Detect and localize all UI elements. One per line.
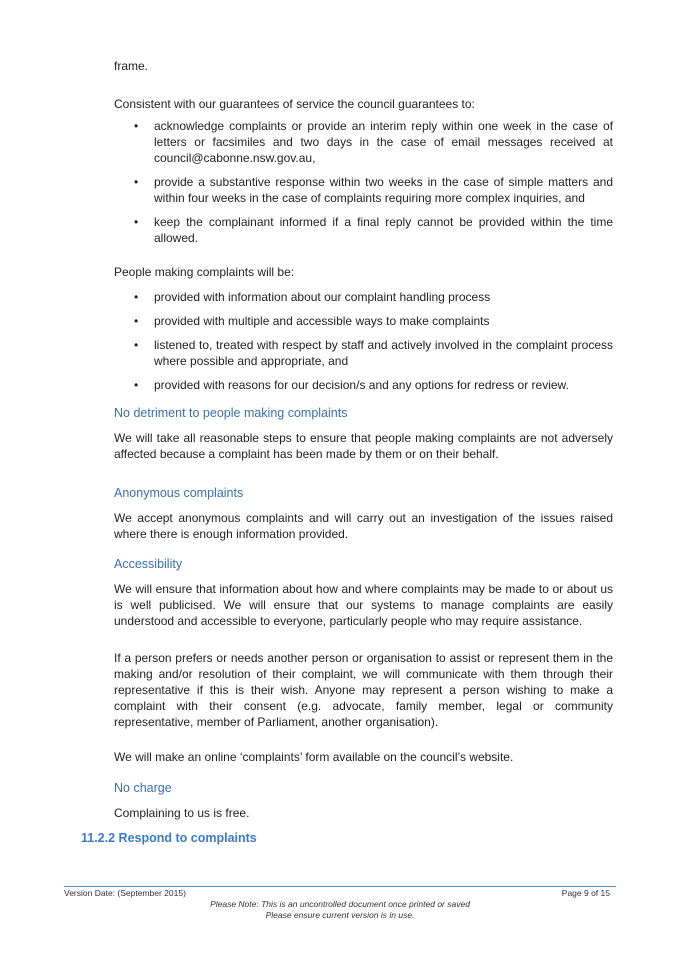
guarantees-list [114,118,613,246]
footer-note-uncontrolled: Please Note: This is an uncontrolled document once printed or saved [210,899,470,909]
footer-page-number: Page 9 of 15 [561,888,610,898]
no-charge-heading: No charge [114,781,172,795]
people-intro: People making complaints will be: [114,265,295,279]
guarantees-intro: Consistent with our guarantees of service the council guarantees to: [114,97,475,111]
no-detriment-body: We will take all reasonable steps to ensure that people making complaints are not adversely affected because a complaint has been made by them or on their behalf. [114,431,613,461]
list-item: • listened to, treated with respect by staff and actively involved in the complaint process where possible and appropriate, and [134,338,613,368]
list-item: • provided with multiple and accessible ways to make complaints [134,314,490,328]
people-list [114,289,613,393]
accessibility-body-3: We will make an online ‘complaints’ form available on the council’s website. [114,750,514,764]
section-heading: 11.2.2 Respond to complaints [81,831,257,845]
footer-divider [64,886,616,887]
footer-version: Version Date: (September 2015) [64,888,186,898]
list-item: • provide a substantive response within two weeks in the case of simple matters and within four weeks in the case of complaints requiring more complex inquiries, and [134,175,613,205]
anonymous-body: We accept anonymous complaints and will carry out an investigation of the issues raised where there is enough information provided. [114,511,613,541]
no-detriment-heading: No detriment to people making complaints [114,406,348,420]
list-item: • provided with information about our complaint handling process [134,290,491,304]
list-item: • keep the complainant informed if a final reply cannot be provided within the time allowed. [134,215,613,245]
top-fragment: frame. [114,59,149,73]
anonymous-heading: Anonymous complaints [114,486,244,500]
accessibility-body-2: If a person prefers or needs another person or organisation to assist or represent them in the making and/or resolution of their complaint, we will communicate with them through their representative if this is their wish. Anyone may represent a person wishing to make a complaint with their consent (e.g. advocate, family member, legal or community representative, member of Parliament, another organisation). [114,651,613,729]
list-item: • provided with reasons for our decision/s and any options for redress or review. [134,378,569,392]
footer-note-current-version: Please ensure current version is in use. [265,910,415,920]
list-item: • acknowledge complaints or provide an interim reply within one week in the case of letters or facsimiles and two days in the case of email messages received at council@cabonne.nsw.gov.au, [134,119,613,165]
no-charge-body: Complaining to us is free. [114,806,250,820]
accessibility-heading: Accessibility [114,557,183,571]
accessibility-body-1: We will ensure that information about how and where complaints may be made to or about us is well publicised. We will ensure that our systems to manage complaints are easily understood and accessible to everyone, particularly people who may require assistance. [114,582,613,628]
